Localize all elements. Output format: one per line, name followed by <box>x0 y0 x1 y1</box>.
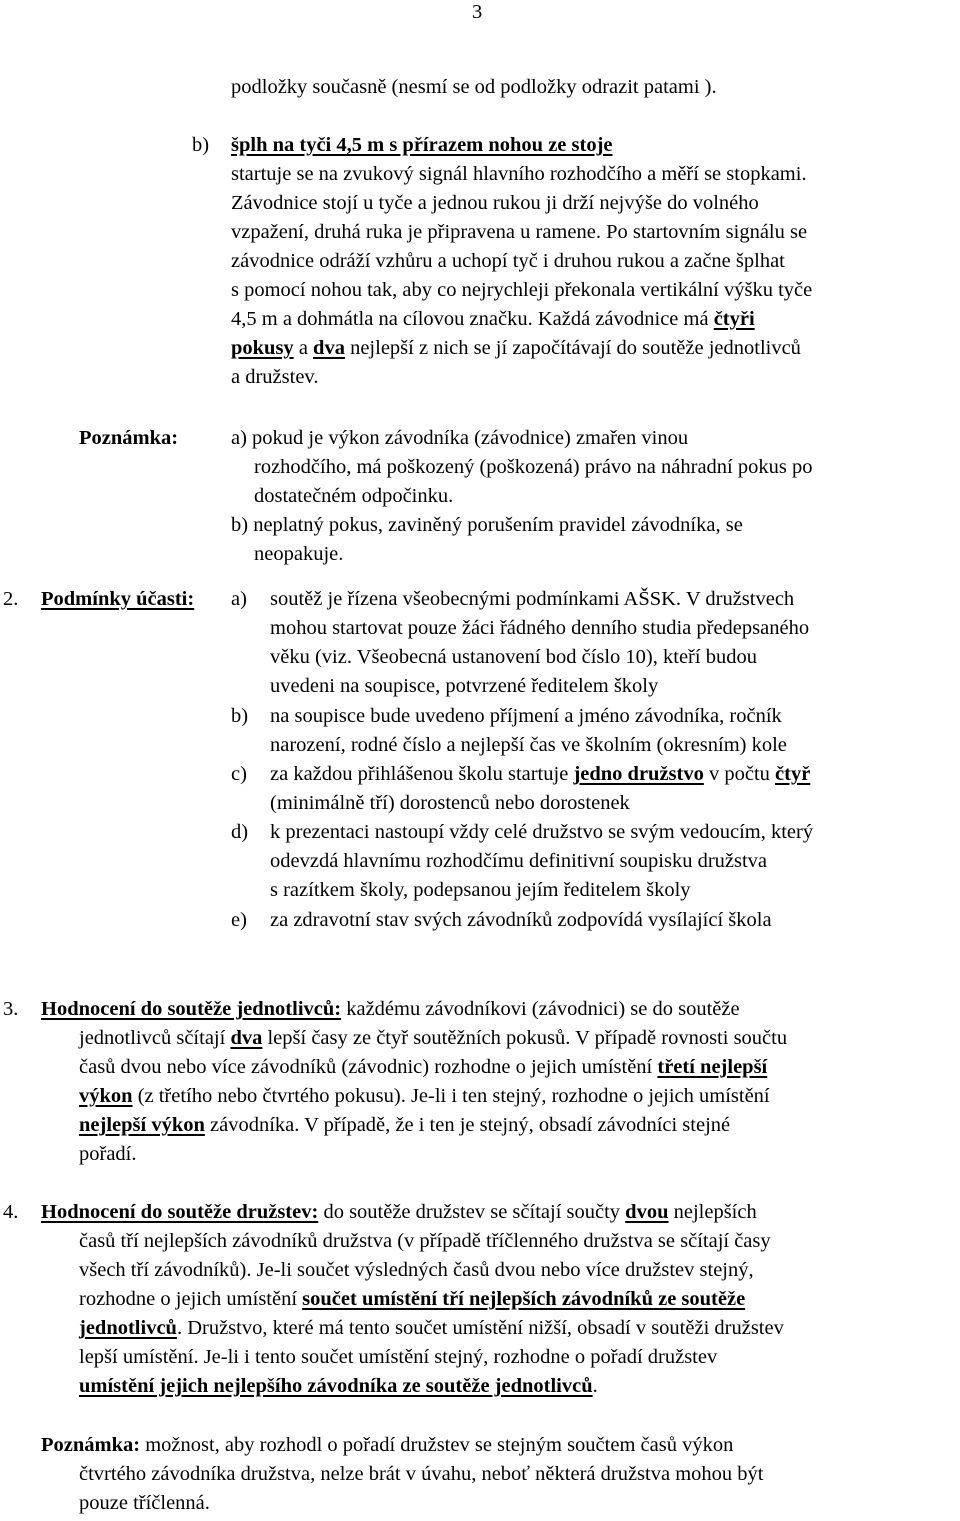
item-b-line: závodnice odráží vzhůru a uchopí tyč i druhou rukou a začne šplhat <box>231 250 785 272</box>
section3-line: časů dvou nebo více závodníků (závodnic) rozhodne o jejich umístění třetí nejlepší <box>79 1056 768 1078</box>
section2-item-label: a) <box>231 588 247 610</box>
section2-line: odevzdá hlavnímu rozhodčímu definitivní soupisku družstva <box>270 850 768 872</box>
section2-item-d <box>270 818 813 905</box>
emphasis: nejlepší výkon <box>79 1114 205 1136</box>
section3-block <box>41 995 787 1169</box>
item-b-line: a družstev. <box>231 366 319 388</box>
note1-label: Poznámka: <box>79 427 179 449</box>
section2-line: (minimálně tří) dorostenců nebo dorostenek <box>270 792 630 814</box>
note2-line: Poznámka: možnost, aby rozhodl o pořadí družstev se stejným součtem časů výkon <box>41 1434 734 1456</box>
section3-number: 3. <box>3 998 19 1020</box>
section4-line: všech tří závodníků). Je-li součet výsledných časů dvou nebo více družstev stejný, <box>79 1259 754 1281</box>
section2-item-b <box>270 702 787 760</box>
section4-number: 4. <box>3 1201 19 1223</box>
section4-line: lepší umístění. Je-li i tento součet umístění stejný, rozhodne o pořadí družstev <box>79 1346 718 1368</box>
item-b-label: b) <box>192 134 210 156</box>
section2-line: soutěž je řízena všeobecnými podmínkami AŠSK. V družstvech <box>270 588 795 610</box>
section2-line: narození, rodné číslo a nejlepší čas ve školním (okresním) kole <box>270 734 787 756</box>
item-b-line: s pomocí nohou tak, aby co nejrychleji překonala vertikální výšku tyče <box>231 279 813 301</box>
section2-line: k prezentaci nastoupí vždy celé družstvo se svým vedoucím, který <box>270 821 814 843</box>
emphasis: výkon <box>79 1085 133 1107</box>
section2-item-label: c) <box>231 763 247 785</box>
emphasis: třetí nejlepší <box>657 1056 768 1078</box>
section2-number: 2. <box>3 588 19 610</box>
section2-line: mohou startovat pouze žáci řádného denního studia předepsaného <box>270 617 810 639</box>
section2-line: věku (viz. Všeobecná ustanovení bod číslo 10), kteří budou <box>270 646 757 668</box>
emphasis: pokusy <box>231 337 294 359</box>
section3-line: jednotlivců sčítají dva lepší časy ze čtyř soutěžních pokusů. V případě rovnosti součtu <box>79 1027 788 1049</box>
section4-line: jednotlivců. Družstvo, které má tento součet umístění nižší, obsadí v soutěži družstev <box>79 1317 784 1339</box>
section4-line: časů tří nejlepších závodníků družstva (v případě tříčlenného družstva se sčítají časy <box>79 1230 771 1252</box>
note1-line: rozhodčího, má poškozený (poškozená) právo na náhradní pokus po <box>254 456 813 478</box>
item-b-title: šplh na tyči 4,5 m s přírazem nohou ze stoje <box>231 134 613 156</box>
item-b-line: vzpažení, druhá ruka je připravena u ramene. Po startovním signálu se <box>231 221 808 243</box>
section2-item-label: b) <box>231 705 249 727</box>
item-b-line: 4,5 m a dohmátla na cílovou značku. Každá závodnice má čtyři <box>231 308 755 330</box>
section3-line: výkon (z třetího nebo čtvrtého pokusu). Je-li i ten stejný, rozhodne o jejich umístění <box>79 1085 770 1107</box>
item-b-line: startuje se na zvukový signál hlavního rozhodčího a měří se stopkami. <box>231 163 807 185</box>
section2-line: za každou přihlášenou školu startuje jedno družstvo v počtu čtyř <box>270 763 811 785</box>
section4-line: Hodnocení do soutěže družstev: do soutěže družstev se sčítají součty dvou nejlepších <box>41 1201 757 1223</box>
emphasis: dva <box>230 1027 263 1049</box>
section3-line: Hodnocení do soutěže jednotlivců: každému závodníkovi (závodnici) se do soutěže <box>41 998 740 1020</box>
section2-item-a <box>270 585 809 701</box>
section2-item-label: d) <box>231 821 249 843</box>
section2-line: s razítkem školy, podepsanou jejím ředitelem školy <box>270 879 691 901</box>
section2-item-c <box>270 760 810 818</box>
emphasis: dva <box>313 337 345 359</box>
intro-line: podložky současně (nesmí se od podložky odrazit patami ). <box>231 76 717 98</box>
emphasis: čtyř <box>775 763 811 785</box>
item-b-line: Závodnice stojí u tyče a jednou rukou ji drží nejvýše do volného <box>231 192 759 214</box>
section2-item-e <box>270 906 772 935</box>
emphasis: součet umístění tří nejlepších závodníků ze soutěže <box>302 1288 746 1310</box>
item-b-line: pokusy a dva nejlepší z nich se jí započítávají do soutěže jednotlivců <box>231 337 801 359</box>
section4-heading: Hodnocení do soutěže družstev: <box>41 1201 319 1223</box>
emphasis: jednotlivců <box>79 1317 177 1339</box>
emphasis: umístění jejich nejlepšího závodníka ze soutěže jednotlivců <box>79 1375 593 1397</box>
section3-line: nejlepší výkon závodníka. V případě, že i ten je stejný, obsadí závodníci stejné <box>79 1114 731 1136</box>
section4-block <box>41 1198 784 1401</box>
note2-label: Poznámka: <box>41 1434 141 1456</box>
section3-heading: Hodnocení do soutěže jednotlivců: <box>41 998 342 1020</box>
section3-line: pořadí. <box>79 1143 137 1165</box>
section2-heading: Podmínky účasti: <box>41 588 195 610</box>
note2-line: čtvrtého závodníka družstva, nelze brát v úvahu, neboť některá družstva mohou být <box>79 1463 764 1485</box>
page-number: 3 <box>472 1 483 23</box>
note1-block <box>231 424 812 569</box>
note1-line: b) neplatný pokus, zaviněný porušením pravidel závodníka, se <box>231 514 743 536</box>
section4-line: rozhodne o jejich umístění součet umístění tří nejlepších závodníků ze soutěže <box>79 1288 746 1310</box>
section2-item-label: e) <box>231 909 247 931</box>
emphasis: dvou <box>625 1201 669 1223</box>
section4-line: umístění jejich nejlepšího závodníka ze soutěže jednotlivců. <box>79 1375 598 1397</box>
item-b-block <box>231 131 812 392</box>
section2-line: uvedeni na soupisce, potvrzené ředitelem školy <box>270 675 659 697</box>
section2-line: na soupisce bude uvedeno příjmení a jméno závodníka, ročník <box>270 705 782 727</box>
note2-line: pouze tříčlenná. <box>79 1492 210 1514</box>
note1-line: a) pokud je výkon závodníka (závodnice) zmařen vinou <box>231 427 689 449</box>
note1-line: neopakuje. <box>254 543 344 565</box>
note2-block <box>41 1431 763 1518</box>
emphasis: čtyři <box>713 308 755 330</box>
section2-line: za zdravotní stav svých závodníků zodpovídá vysílající škola <box>270 909 772 931</box>
note1-line: dostatečném odpočinku. <box>254 485 454 507</box>
emphasis: jedno družstvo <box>573 763 704 785</box>
